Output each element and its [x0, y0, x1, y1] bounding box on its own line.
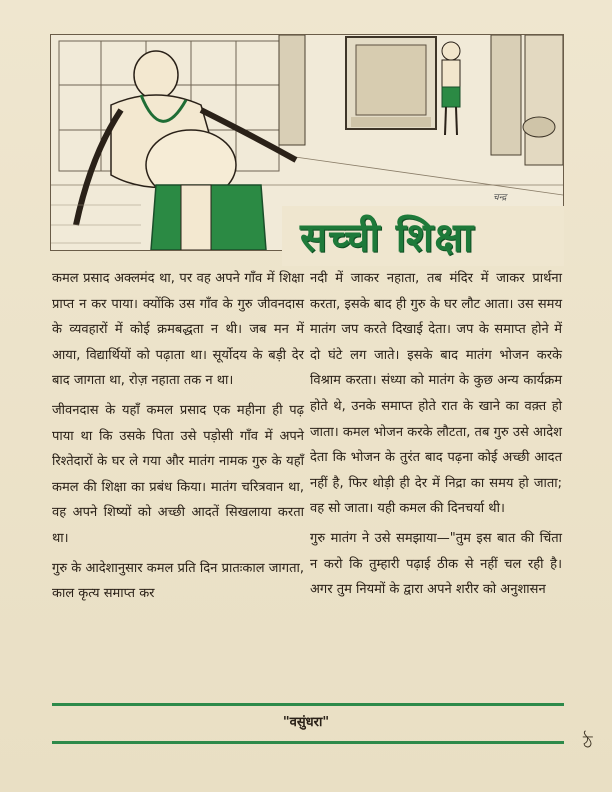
left-paragraph-3: गुरु के आदेशानुसार कमल प्रति दिन प्रातःकाल जागता, काल कृत्य समाप्त कर [52, 560, 304, 602]
artist-signature: चन्द्र [493, 193, 507, 203]
right-paragraph-1: नदी में जाकर नहाता, तब मंदिर में जाकर प्रार्थना करता, इसके बाद ही गुरु के घर लौट आता। उस समय मातंग जप करते दिखाई देता। जप के समाप्त होने में दो घंटे लग जाते। इसके बाद मातंग भोजन करके विश्राम करता। संध्या को मातंग के कुछ अन्य कार्यक्रम होते थे, उनके समाप्त होते रात के खाने का वक़्त हो जाता। कमल भोजन करके लौटता, तब गुरु उसे आदेश देता कि भोजन के तुरंत बाद पढ़ना कोई अच्छी आदत नहीं है, फिर थोड़ी ही देर में निद्रा का समय हो जाता; वह सो जाता। यही कमल की दिनचर्या थी। [310, 271, 562, 517]
left-paragraph-1: कमल प्रसाद अक्लमंद था, पर वह अपने गाँव में शिक्षा प्राप्त न कर पाया। क्योंकि उस गाँव के गुरु जीवनदास के व्यवहारों में कोई क्रमबद्धता न थी। जब मन में आया, विद्यार्थियों को पढ़ाता था। सूर्योदय के बड़ी देर बाद जागता था, रोज़ नहाता तक न था। [52, 271, 304, 389]
right-column [310, 266, 562, 607]
footer-rule-top [52, 703, 564, 706]
right-paragraph-2: गुरु मातंग ने उसे समझाया—"तुम इस बात की चिंता न करो कि तुम्हारी पढ़ाई ठीक से नहीं चल रही है। अगर तुम नियमों के द्वारा अपने शरीर को अनुशासन [310, 530, 562, 598]
magazine-name: "वसुंधरा" [282, 715, 330, 730]
left-column [52, 266, 304, 611]
page-mark: ঠ [583, 732, 593, 753]
left-paragraph-2: जीवनदास के यहाँ कमल प्रसाद एक महीना ही पढ़ पाया था कि उसके पिता उसे पड़ोसी गाँव में अपने रिश्तेदारों के घर ले गया और मातंग नामक गुरु के यहाँ कमल की शिक्षा का प्रबंध किया। मातंग चरित्रवान था, वह अपने शिष्यों को अच्छी आदतें सिखलाया करता था। [52, 402, 304, 546]
story-title: सच्ची शिक्षा [300, 215, 475, 261]
footer-rule-bottom [52, 741, 564, 744]
